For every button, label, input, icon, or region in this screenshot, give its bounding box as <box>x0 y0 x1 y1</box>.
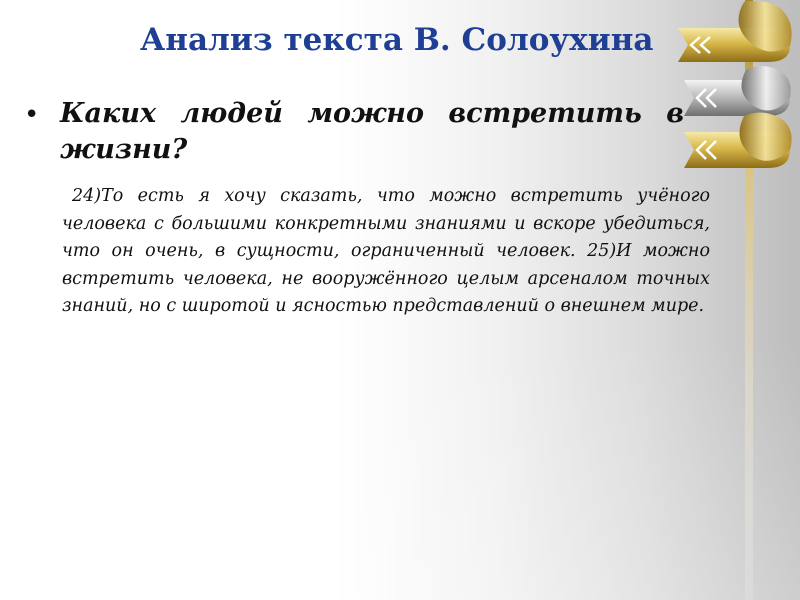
bullet-dot-icon: • <box>24 100 40 130</box>
silver-ribbon-icon <box>684 66 791 116</box>
quote-text: 24)То есть я хочу сказать, что можно встретить учёного человека с большими конкретными знаниями и вскоре убедиться, что он очень, в сущности, ограниченный человек. 25)И можно встретить человека, не вооружённого целым арсеналом точных знаний, но с широтой и ясностью представлений о внешнем мире. <box>62 186 710 316</box>
bullet-question: Каких людей можно встретить в жизни? <box>60 98 684 165</box>
slide-title: Анализ текста В. Солоухина <box>140 22 654 58</box>
gold-ribbon-icon <box>684 112 792 168</box>
gold-ribbon-icon <box>678 1 792 62</box>
ribbon-decoration <box>640 0 800 600</box>
